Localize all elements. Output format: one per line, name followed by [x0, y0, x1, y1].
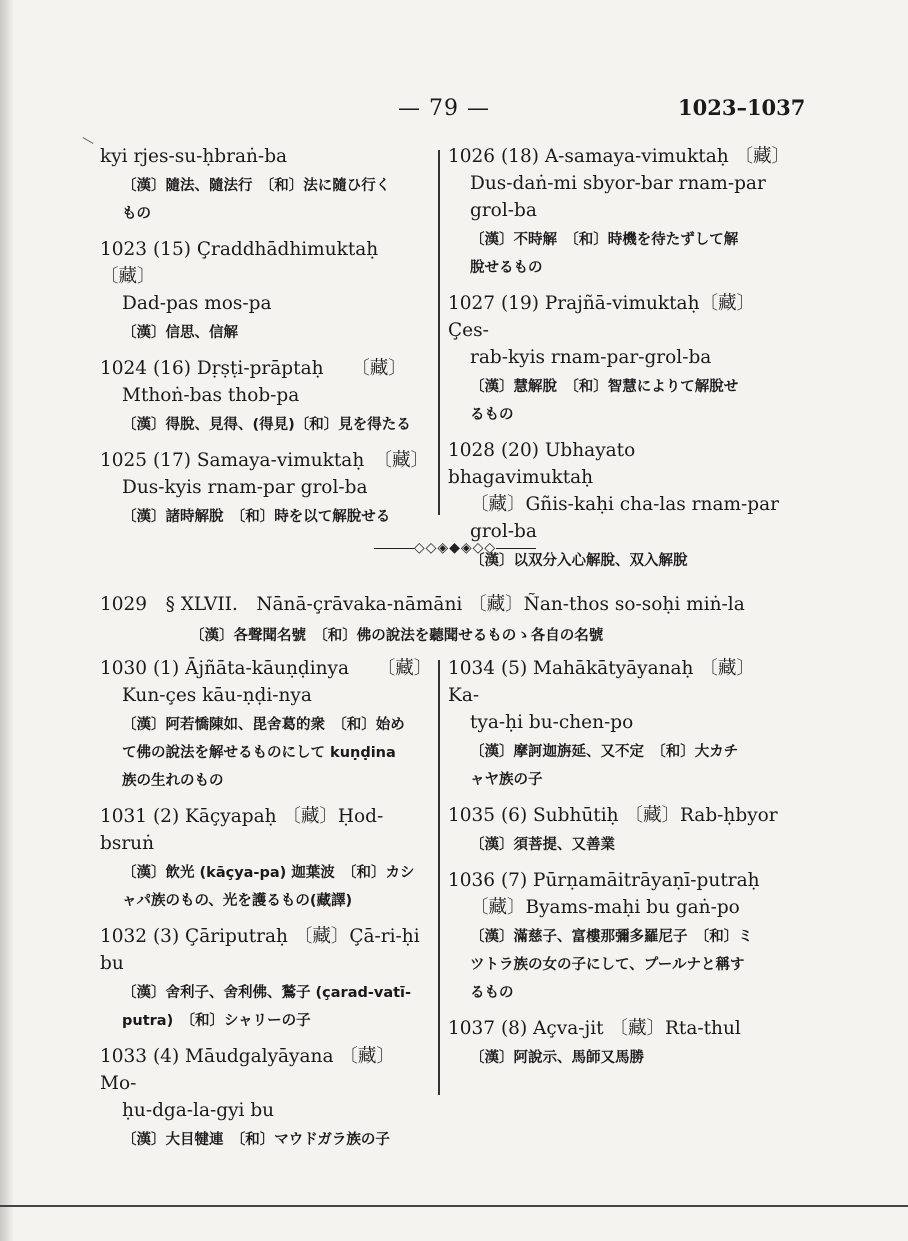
- section-gloss: 〔漢〕各聲聞名號 〔和〕佛の說法を聽聞せるものゝ各自の名號: [190, 628, 604, 644]
- entry-continuation: Kun-çes kāu-ṇḍi-nya: [122, 685, 312, 706]
- entry-continuation: 〔藏〕Gñis-kaḥi cha-las rnam-par: [470, 494, 779, 515]
- entry-continuation: Mthoṅ-bas thob-pa: [122, 385, 300, 406]
- scan-bottom-edge: [0, 1205, 908, 1207]
- entry-gloss: 〔漢〕得脫、見得、(得見)〔和〕見を得たる: [122, 417, 411, 433]
- dictionary-entry: [100, 355, 430, 437]
- entry-headword: 1032 (3) Çāriputraḥ 〔藏〕Çā-ri-ḥi bu: [100, 926, 420, 974]
- entry-gloss: て佛の說法を解せるものにして kuṇḍina: [122, 745, 396, 761]
- entry-gloss: 〔漢〕信思、信解: [122, 325, 238, 341]
- entry-headword: 1027 (19) Prajñā-vimuktaḥ〔藏〕Çes-: [448, 293, 755, 341]
- entry-headword: 1023 (15) Çraddhādhimuktaḥ 〔藏〕: [100, 239, 397, 287]
- entry-gloss: 〔漢〕阿若憍陳如、毘舍葛的衆 〔和〕始め: [122, 717, 405, 733]
- entry-headword: 1031 (2) Kāçyapaḥ 〔藏〕Ḥod-bsruṅ: [100, 806, 384, 854]
- column-top-left: [100, 143, 430, 539]
- dictionary-entry: [448, 655, 783, 792]
- entry-headword: 1030 (1) Ājñāta-kāuṇḍinya 〔藏〕: [100, 658, 433, 679]
- entry-gloss: 脫せるもの: [470, 260, 543, 276]
- entry-gloss: 〔漢〕大目犍連 〔和〕マウドガラ族の子: [122, 1132, 390, 1148]
- entry-gloss: 〔漢〕隨法、隨法行 〔和〕法に隨ひ行く: [122, 178, 391, 194]
- page-number: — 79 —: [398, 96, 490, 121]
- dictionary-entry: [448, 802, 783, 857]
- entry-headword: 1024 (16) Dṛṣṭi-prāptaḥ 〔藏〕: [100, 358, 407, 379]
- entry-gloss: ツトラ族の女の子にして、プールナと稱す: [470, 957, 745, 973]
- entry-continuation: Dad-pas mos-pa: [122, 293, 272, 314]
- entry-headword: 1033 (4) Māudgalyāyana 〔藏〕Mo-: [100, 1046, 395, 1094]
- entry-gloss: 〔漢〕阿說示、馬師又馬勝: [470, 1050, 644, 1066]
- dictionary-entry: [100, 236, 430, 345]
- entry-gloss: putra) 〔和〕シャリーの子: [122, 1013, 311, 1029]
- entry-gloss: 〔漢〕滿慈子、富樓那彌多羅尼子 〔和〕ミ: [470, 929, 753, 945]
- entry-gloss: ャパ族のもの、光を護るもの(藏譯): [122, 893, 353, 909]
- dictionary-entry: [100, 803, 430, 913]
- dictionary-entry: [448, 143, 791, 280]
- page-edge-shadow: [0, 0, 14, 1241]
- entry-range: 1023–1037: [678, 95, 806, 120]
- column-divider-top: [438, 150, 440, 515]
- entry-gloss: 〔漢〕諸時解脫 〔和〕時を以て解脫せる: [122, 509, 391, 525]
- entry-continuation: tya-ḥi bu-chen-po: [470, 712, 634, 733]
- entry-gloss: 族の生れのもの: [122, 773, 224, 789]
- entry-headword: 1026 (18) A-samaya-vimuktaḥ 〔藏〕: [448, 146, 791, 167]
- dictionary-entry: [100, 143, 430, 226]
- dictionary-entry: [100, 655, 433, 793]
- entry-headword: kyi rjes-su-ḥbraṅ-ba: [100, 146, 288, 167]
- entry-continuation: rab-kyis rnam-par-grol-ba: [470, 347, 712, 368]
- column-divider-bottom: [438, 660, 440, 1095]
- entry-gloss: 〔漢〕摩訶迦旃延、又不定 〔和〕大カチ: [470, 744, 739, 760]
- entry-gloss: 〔漢〕須菩提、又善業: [470, 837, 615, 853]
- entry-gloss: るもの: [470, 407, 514, 423]
- column-bottom-right: [448, 655, 783, 1080]
- section-heading: 1029 § XLVII. Nānā-çrāvaka-nāmāni 〔藏〕Ñan-thos so-soḥi miṅ-la: [100, 594, 745, 615]
- ornament-divider: [360, 540, 550, 556]
- entry-headword: 1035 (6) Subhūtiḥ 〔藏〕Rab-ḥbyor: [448, 805, 778, 826]
- entry-gloss: 〔漢〕不時解 〔和〕時機を待たずして解: [470, 232, 739, 248]
- entry-gloss: もの: [122, 206, 151, 222]
- entry-headword: 1034 (5) Mahākātyāyanaḥ 〔藏〕Ka-: [448, 658, 755, 706]
- ornament-glyphs: ◇◇◈◆◈◇◇: [413, 540, 497, 556]
- entry-gloss: 〔漢〕飲光 (kāçya-pa) 迦葉波 〔和〕カシ: [122, 865, 415, 881]
- dictionary-entry: [100, 1043, 430, 1152]
- entry-continuation: Dus-daṅ-mi sbyor-bar rnam-par: [470, 173, 766, 194]
- entry-continuation: Dus-kyis rnam-par grol-ba: [122, 477, 368, 498]
- entry-continuation: grol-ba: [470, 521, 537, 542]
- entry-gloss: 〔漢〕以双分入心解脫、双入解脫: [470, 553, 688, 569]
- entry-continuation: ḥu-dga-la-gyi bu: [122, 1100, 275, 1121]
- entry-gloss: るもの: [470, 985, 514, 1001]
- dictionary-entry: [448, 290, 783, 427]
- dictionary-entry: [100, 447, 430, 529]
- entry-continuation: 〔藏〕Byams-maḥi bu gaṅ-po: [470, 897, 740, 918]
- entry-gloss: 〔漢〕舍利子、舍利佛、鶖子 (çarad-vatī-: [122, 985, 412, 1001]
- dictionary-entry: [448, 867, 783, 1005]
- entry-headword: 1025 (17) Samaya-vimuktaḥ 〔藏〕: [100, 450, 429, 471]
- entry-headword: 1028 (20) Ubhayato bhagavimuktaḥ: [448, 440, 636, 488]
- dictionary-entry: [100, 923, 430, 1033]
- column-bottom-left: [100, 655, 433, 1162]
- dictionary-entry: [448, 1015, 783, 1070]
- entry-gloss: ャヤ族の子: [470, 772, 543, 788]
- column-top-right: [448, 143, 791, 583]
- entry-gloss: 〔漢〕慧解脫 〔和〕智慧によりて解脫せ: [470, 379, 739, 395]
- entry-continuation: grol-ba: [470, 200, 537, 221]
- margin-mark: [83, 137, 94, 144]
- entry-headword: 1036 (7) Pūrṇamāitrāyaṇī-putraḥ: [448, 870, 760, 891]
- entry-headword: 1037 (8) Açva-jit 〔藏〕Rta-thul: [448, 1018, 741, 1039]
